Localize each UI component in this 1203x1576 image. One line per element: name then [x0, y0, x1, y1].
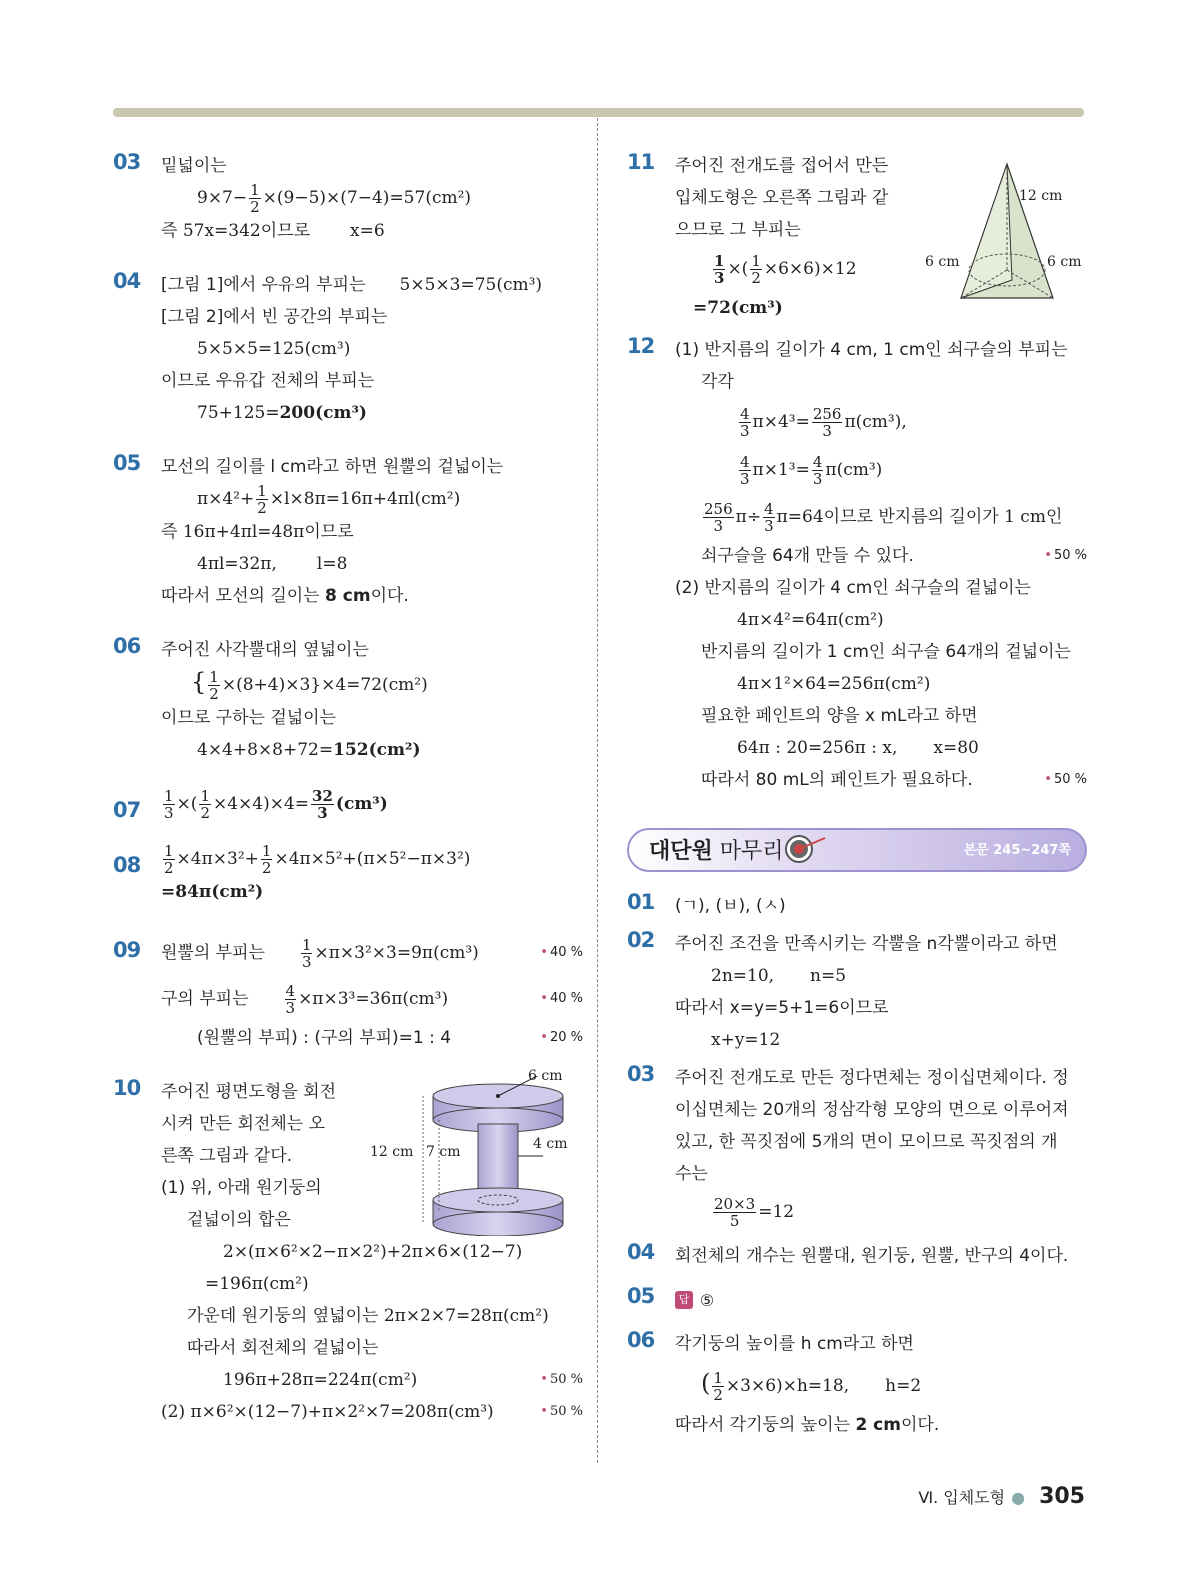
page-footer: Ⅵ. 입체도형 ● 305 [918, 1484, 1085, 1509]
equation: π×4²+ $\frac{1}{2}$ ×l×8π=16π+4πl(cm²) [197, 482, 461, 517]
equation: 4π×4²=64π(cm²) [737, 610, 884, 630]
text-line: 주어진 평면도형을 회전 [161, 1082, 337, 1102]
figure-label-4cm: 4 cm [533, 1136, 568, 1152]
equation: 즉 16π+4πl=48π이므로 [161, 522, 354, 542]
figure-label-6cm: 6 cm [528, 1068, 563, 1084]
problem-number: 02 [627, 928, 655, 952]
problem-number: 04 [113, 269, 141, 293]
right-column [627, 150, 1087, 1463]
score-percent: • 20 % [540, 1022, 583, 1054]
text-line: 따라서 모선의 길이는 8 cm이다. [161, 586, 409, 606]
score-percent: • 50 % [540, 1364, 583, 1396]
equation: $\frac{1}{3}$ ×( $\frac{1}{2}$ ×4×4)×4= $\frac{32}{3}$ (cm³) [164, 787, 388, 822]
problem-08 [113, 843, 583, 908]
equation: 4πl=32π, l=8 [197, 554, 348, 574]
text-line: 주어진 전개도로 만든 정다면체는 정이십면체이다. 정 [675, 1068, 1069, 1088]
problem-11 [627, 150, 1087, 324]
text-line: 각기둥의 높이를 h cm라고 하면 [675, 1334, 914, 1354]
equation: 즉 57x=342이므로 x=6 [161, 221, 385, 241]
review-05 [627, 1284, 1087, 1316]
text-line: (2) 반지름의 길이가 4 cm인 쇠구슬의 겉넓이는 [675, 578, 1031, 598]
equation: $\frac{4}{3}$ π×4³= $\frac{256}{3}$ π(cm³), [740, 405, 907, 440]
figure-label-12cm: 12 cm [370, 1144, 414, 1160]
text-line: 구의 부피는 $\frac{4}{3}$ ×π×3³=36π(cm³) • 40 % [161, 976, 583, 1022]
problem-number: 06 [627, 1328, 655, 1352]
pyramid-figure [957, 160, 1057, 300]
header-rule [113, 108, 1084, 117]
text-line: 주어진 사각뿔대의 옆넓이는 [161, 640, 369, 660]
problem-number: 05 [113, 451, 141, 475]
text-line: 입체도형은 오른쪽 그림과 같 [675, 188, 889, 208]
page-reference: 본문 245~247쪽 [963, 843, 1071, 858]
equation: 9×7− $\frac{1}{2}$ ×(9−5)×(7−4)=57(cm²) [197, 181, 472, 216]
problem-09 [113, 930, 583, 1054]
text-line: 따라서 80 mL의 페인트가 필요하다. • 50 % [675, 764, 1087, 796]
answer-choice: ⑤ [699, 1290, 715, 1310]
text-line: 쇠구슬을 64개 만들 수 있다. • 50 % [675, 540, 1087, 572]
equation: $\frac{1}{2}$ ×4π×3²+ $\frac{1}{2}$ ×4π×5²+(π×5²−π×3²) =84π(cm²) [161, 842, 471, 902]
equation: { $\frac{1}{2}$ ×(8+4)×3}×4=72(cm²) [191, 668, 428, 703]
score-percent: • 50 % [1044, 540, 1087, 572]
figure-label-6cm-right: 6 cm [1047, 254, 1082, 270]
equation: =72(cm³) [693, 298, 783, 318]
equation: x+y=12 [711, 1030, 781, 1050]
text-line: (원뿔의 부피) : (구의 부피)=1 : 4 • 20 % [161, 1022, 583, 1054]
equation: 196π+28π=224π(cm²) • 50 % [161, 1364, 583, 1396]
problem-07 [113, 788, 583, 821]
problem-number: 09 [113, 938, 141, 962]
review-04 [627, 1240, 1087, 1272]
section-title: 대단원 마무리 [649, 839, 784, 864]
problem-number: 03 [113, 150, 141, 174]
text-line: (ㄱ), (ㅂ), (ㅅ) [675, 896, 786, 916]
problem-number: 11 [627, 150, 655, 174]
text-line: 겉넓이의 합은 [187, 1210, 291, 1230]
chapter-label: Ⅵ. 입체도형 [918, 1488, 1006, 1507]
problem-number: 03 [627, 1062, 655, 1086]
equation: =196π(cm²) [205, 1274, 309, 1294]
text-line: 밑넓이는 [161, 156, 227, 176]
text-line: 수는 [675, 1164, 708, 1184]
review-02 [627, 928, 1087, 1056]
problem-06 [113, 634, 583, 766]
text-line: [그림 2]에서 빈 공간의 부피는 [161, 307, 388, 327]
equation: 가운데 원기둥의 옆넓이는 2π×2×7=28π(cm²) [187, 1306, 549, 1326]
score-percent: • 50 % [540, 1396, 583, 1428]
text-line: 른쪽 그림과 같다. [161, 1146, 293, 1166]
problem-10 [113, 1068, 583, 1428]
text-line: 따라서 회전체의 겉넓이는 [187, 1338, 379, 1358]
text-line: 모선의 길이를 l cm라고 하면 원뿔의 겉넓이는 [161, 457, 504, 477]
text-line: 있고, 한 꼭짓점에 5개의 면이 모이므로 꼭짓점의 개 [675, 1132, 1058, 1152]
equation: (2) π×6²×(12−7)+π×2²×7=208π(cm³) • 50 % [161, 1396, 583, 1428]
problem-12 [627, 334, 1087, 796]
problem-number: 01 [627, 890, 655, 914]
text-line: 따라서 각기둥의 높이는 2 cm이다. [675, 1415, 940, 1435]
text-line: 반지름의 길이가 1 cm인 쇠구슬 64개의 겉넓이는 [701, 642, 1071, 662]
score-percent: • 40 % [540, 930, 583, 976]
problem-04 [113, 269, 583, 429]
text-line: [그림 1]에서 우유의 부피는 5×5×3=75(cm³) [161, 275, 543, 295]
problem-number: 06 [113, 634, 141, 658]
equation: 4×4+8×8+72=152(cm²) [197, 740, 421, 760]
text-line: (1) 위, 아래 원기둥의 [161, 1178, 322, 1198]
page-number: 305 [1039, 1484, 1085, 1509]
equation: $\frac{256}{3}$ π÷ $\frac{4}{3}$ π=64이므로 반지름의 길이가 1 cm인 [704, 500, 1063, 535]
equation: 5×5×5=125(cm³) [197, 339, 351, 359]
review-01 [627, 890, 1087, 922]
figure-label-12cm: 12 cm [1019, 188, 1063, 204]
problem-number: 05 [627, 1284, 655, 1308]
equation: 64π : 20=256π : x, x=80 [737, 738, 979, 758]
problem-number: 07 [113, 798, 141, 822]
figure-label-7cm: 7 cm [426, 1144, 461, 1160]
equation: 2×(π×6²×2−π×2²)+2π×6×(12−7) [223, 1242, 523, 1262]
text-line: 이므로 구하는 겉넓이는 [161, 708, 337, 728]
text-line: 이므로 우유갑 전체의 부피는 [161, 371, 375, 391]
problem-number: 04 [627, 1240, 655, 1264]
problem-05 [113, 451, 583, 612]
text-line: 시켜 만든 회전체는 오 [161, 1114, 326, 1134]
answer-line [675, 1284, 1087, 1316]
text-line: 회전체의 개수는 원뿔대, 원기둥, 원뿔, 반구의 4이다. [675, 1246, 1069, 1266]
equation: $\frac{1}{3}$ ×( $\frac{1}{2}$ ×6×6)×12 [714, 252, 857, 287]
text-line: 각각 [701, 372, 734, 392]
section-header [627, 828, 1087, 872]
score-percent: • 40 % [540, 976, 583, 1022]
equation: 2n=10, n=5 [711, 966, 847, 986]
equation: 4π×1²×64=256π(cm²) [737, 674, 931, 694]
problem-number: 10 [113, 1076, 141, 1100]
score-percent: • 50 % [1044, 764, 1087, 796]
target-icon [783, 834, 827, 864]
equation: ( $\frac{1}{2}$ ×3×6)×h=18, h=2 [701, 1369, 922, 1404]
text-line: 으므로 그 부피는 [675, 220, 801, 240]
figure-label-6cm-left: 6 cm [925, 254, 960, 270]
text-line: (1) 반지름의 길이가 4 cm, 1 cm인 쇠구슬의 부피는 [675, 340, 1068, 360]
problem-number: 12 [627, 334, 655, 358]
text-line: 주어진 조건을 만족시키는 각뿔을 n각뿔이라고 하면 [675, 934, 1058, 954]
text-line: 주어진 전개도를 접어서 만든 [675, 156, 889, 176]
problem-03 [113, 150, 583, 247]
review-06 [627, 1328, 1087, 1441]
problem-number: 08 [113, 853, 141, 877]
text-line: 따라서 x=y=5+1=6이므로 [675, 998, 889, 1018]
text-line: 필요한 페인트의 양을 x mL라고 하면 [701, 706, 978, 726]
text-line: 원뿔의 부피는 $\frac{1}{3}$ ×π×3²×3=9π(cm³) • 40 % [161, 930, 583, 976]
equation: $\frac{20\times 3}{5}$ =12 [714, 1195, 795, 1230]
column-divider [597, 118, 598, 1463]
equation: 75+125=200(cm³) [197, 403, 367, 423]
left-column [113, 150, 583, 1450]
text-line: 이십면체는 20개의 정삼각형 모양의 면으로 이루어져 [675, 1100, 1069, 1120]
equation: $\frac{4}{3}$ π×1³= $\frac{4}{3}$ π(cm³) [740, 453, 883, 488]
answer-badge: 답 [675, 1291, 693, 1309]
review-03 [627, 1062, 1087, 1234]
